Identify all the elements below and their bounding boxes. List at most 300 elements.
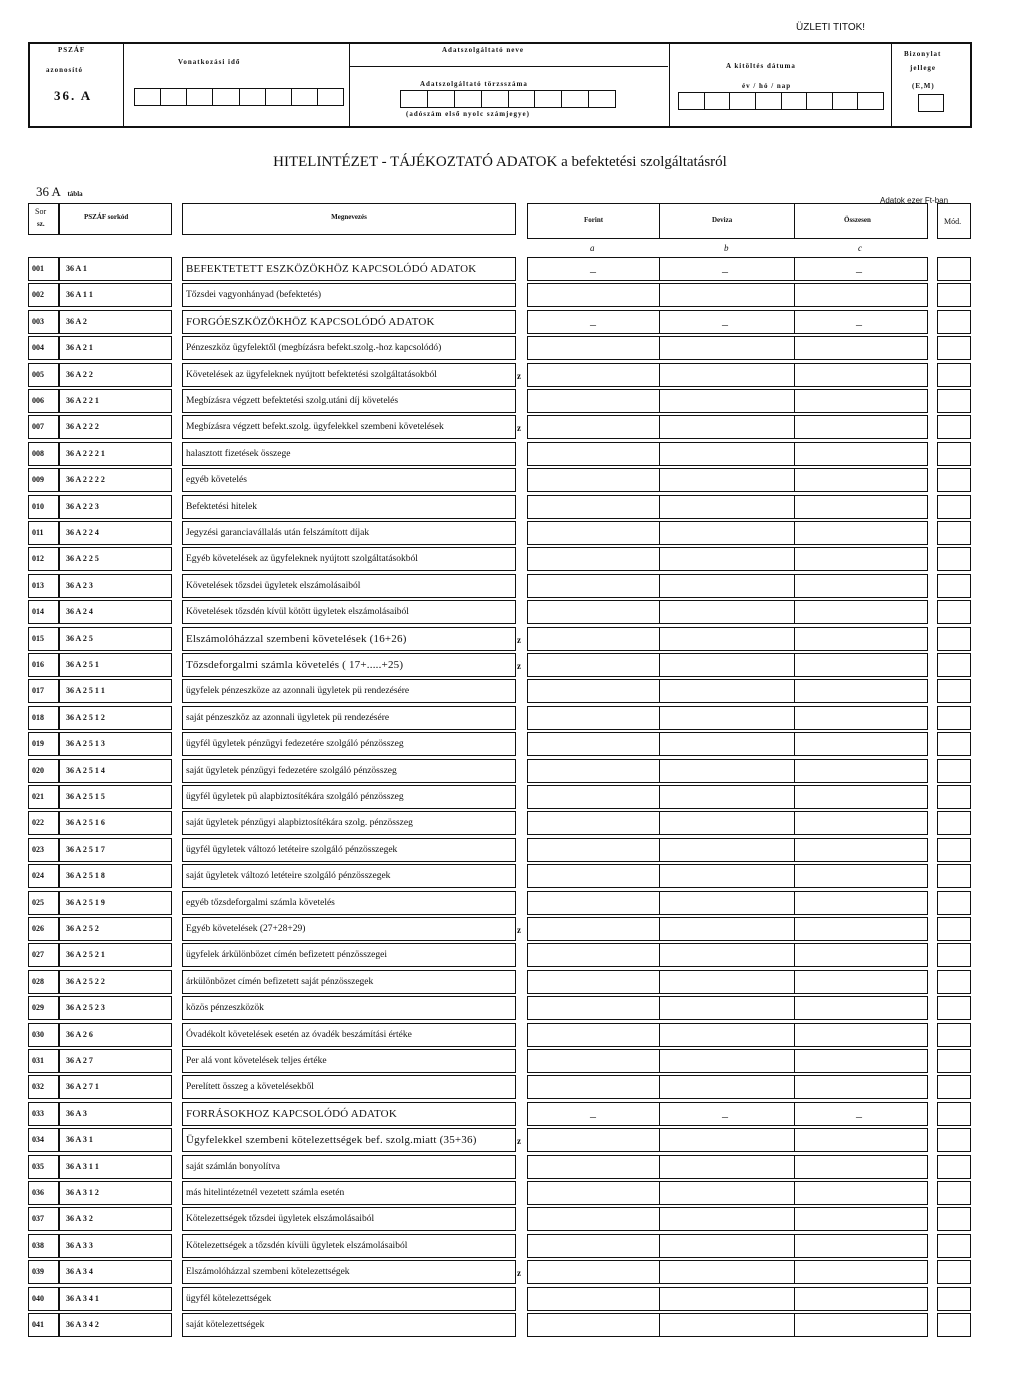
cell-deviza[interactable] — [659, 1075, 795, 1099]
cell-deviza[interactable] — [659, 732, 795, 756]
cell-forint[interactable] — [527, 1155, 660, 1179]
cell-mod[interactable] — [937, 574, 971, 598]
cell-deviza[interactable] — [659, 389, 795, 413]
cell-forint[interactable] — [527, 1260, 660, 1284]
cell-mod[interactable] — [937, 600, 971, 624]
table-row — [0, 466, 1030, 492]
cell-deviza[interactable] — [659, 547, 795, 571]
pszaf-label: PSZÁF — [58, 46, 86, 54]
cell-forint[interactable] — [527, 838, 660, 862]
cell-mod[interactable] — [937, 653, 971, 677]
cell-forint[interactable] — [527, 600, 660, 624]
row-description: Óvadékolt követelések esetén az óvadék beszámítási értéke — [182, 1023, 516, 1047]
col-letter-b: b — [724, 243, 729, 253]
table-row — [0, 889, 1030, 915]
cell-deviza[interactable] — [659, 468, 795, 492]
cell-osszesen[interactable] — [794, 1313, 928, 1337]
row-number: 007 — [28, 415, 59, 439]
row-description: Megbízásra végzett befektetési szolg.utáni díj követelés — [182, 389, 516, 413]
cell-mod[interactable] — [937, 732, 971, 756]
col-header-sor — [28, 203, 59, 235]
cell-osszesen[interactable] — [794, 1260, 928, 1284]
cell-deviza[interactable] — [659, 1128, 795, 1152]
cell-deviza[interactable] — [659, 336, 795, 360]
cell-osszesen[interactable] — [794, 1181, 928, 1205]
row-number: 020 — [28, 759, 59, 783]
cell-deviza[interactable] — [659, 574, 795, 598]
cell-deviza[interactable] — [659, 283, 795, 307]
table-row — [0, 308, 1030, 334]
row-code: 36 A 2 2 2 2 — [59, 468, 172, 492]
table-row — [0, 413, 1030, 439]
cell-forint[interactable] — [527, 627, 660, 651]
cell-forint[interactable] — [527, 336, 660, 360]
row-code: 36 A 3 — [59, 1102, 172, 1126]
cell-mod[interactable] — [937, 336, 971, 360]
cell-mod[interactable] — [937, 310, 971, 334]
cell-mod[interactable] — [937, 917, 971, 941]
row-description: ügyfelek pénzeszköze az azonnali ügyletek pü rendezésére — [182, 679, 516, 703]
cell-forint[interactable] — [527, 547, 660, 571]
cell-mod[interactable] — [937, 1260, 971, 1284]
cell-deviza[interactable] — [659, 1155, 795, 1179]
cell-forint[interactable] — [527, 706, 660, 730]
row-number: 004 — [28, 336, 59, 360]
cell-osszesen[interactable] — [794, 442, 928, 466]
cell-mod[interactable] — [937, 257, 971, 281]
row-description: Befektetési hitelek — [182, 495, 516, 519]
cell-forint[interactable] — [527, 1313, 660, 1337]
row-code: 36 A 2 6 — [59, 1023, 172, 1047]
col-header-osszesen: Összesen — [844, 216, 871, 224]
row-description: ügyfél ügyletek változó letéteire szolgáló pénzösszegek — [182, 838, 516, 862]
table-label-word: tábla — [67, 190, 83, 198]
row-description: Tőzsdei vagyonhányad (befektetés) — [182, 283, 516, 307]
cell-deviza[interactable] — [659, 1207, 795, 1231]
cell-osszesen[interactable] — [794, 1287, 928, 1311]
dash-osszesen: – — [856, 1108, 862, 1123]
cell-forint[interactable] — [527, 468, 660, 492]
row-code: 36 A 2 5 1 9 — [59, 891, 172, 915]
cell-deviza[interactable] — [659, 679, 795, 703]
row-code: 36 A 2 5 1 5 — [59, 785, 172, 809]
row-number: 001 — [28, 257, 59, 281]
cell-mod[interactable] — [937, 547, 971, 571]
row-number: 031 — [28, 1049, 59, 1073]
cell-forint[interactable] — [527, 996, 660, 1020]
cell-deviza[interactable] — [659, 943, 795, 967]
cell-mod[interactable] — [937, 943, 971, 967]
cell-forint[interactable] — [527, 442, 660, 466]
table-row — [0, 387, 1030, 413]
cell-deviza[interactable] — [659, 1023, 795, 1047]
cell-mod[interactable] — [937, 468, 971, 492]
cell-forint[interactable] — [527, 811, 660, 835]
col-letter-a: a — [590, 243, 595, 253]
row-number: 012 — [28, 547, 59, 571]
cell-deviza[interactable] — [659, 415, 795, 439]
row-code: 36 A 1 — [59, 257, 172, 281]
cell-deviza[interactable] — [659, 1260, 795, 1284]
cell-osszesen[interactable] — [794, 521, 928, 545]
cell-deviza[interactable] — [659, 759, 795, 783]
row-number: 002 — [28, 283, 59, 307]
cell-deviza[interactable] — [659, 996, 795, 1020]
row-code: 36 A 2 5 2 2 — [59, 970, 172, 994]
table-row — [0, 994, 1030, 1020]
pszaf-sublabel: azonosító — [46, 66, 83, 74]
cell-osszesen[interactable] — [794, 363, 928, 387]
cell-deviza[interactable] — [659, 838, 795, 862]
row-code: 36 A 2 2 2 1 — [59, 442, 172, 466]
cell-forint[interactable] — [527, 1128, 660, 1152]
cell-forint[interactable] — [527, 1287, 660, 1311]
cell-forint[interactable] — [527, 495, 660, 519]
cell-forint[interactable] — [527, 759, 660, 783]
cell-osszesen[interactable] — [794, 943, 928, 967]
row-description: saját számlán bonyolítva — [182, 1155, 516, 1179]
date-cells[interactable] — [678, 92, 884, 110]
cell-mod[interactable] — [937, 1313, 971, 1337]
row-code: 36 A 3 2 — [59, 1207, 172, 1231]
row-description: saját pénzeszköz az azonnali ügyletek pü rendezésére — [182, 706, 516, 730]
cell-mod[interactable] — [937, 389, 971, 413]
table-row — [0, 915, 1030, 941]
cell-forint[interactable] — [527, 1049, 660, 1073]
table-label — [36, 184, 83, 200]
cell-mod[interactable] — [937, 864, 971, 888]
cell-osszesen[interactable] — [794, 495, 928, 519]
col-header-code — [59, 203, 172, 235]
cell-mod[interactable] — [937, 1234, 971, 1258]
cell-forint[interactable] — [527, 917, 660, 941]
row-number: 026 — [28, 917, 59, 941]
cell-forint[interactable] — [527, 415, 660, 439]
cell-forint[interactable] — [527, 1234, 660, 1258]
table-row — [0, 334, 1030, 360]
cell-forint[interactable] — [527, 283, 660, 307]
col-header-sor-1: Sor — [35, 207, 47, 216]
row-description: Tőzsdeforgalmi számla követelés ( 17+.....+25) — [182, 653, 516, 677]
col-header-code-text: PSZÁF sorkód — [84, 213, 129, 221]
row-code: 36 A 3 4 1 — [59, 1287, 172, 1311]
row-number: 016 — [28, 653, 59, 677]
cell-osszesen[interactable] — [794, 864, 928, 888]
row-z-mark: z — [517, 634, 521, 645]
table-row — [0, 255, 1030, 281]
table-row — [0, 598, 1030, 624]
cell-mod[interactable] — [937, 811, 971, 835]
cell-forint[interactable] — [527, 679, 660, 703]
row-number: 025 — [28, 891, 59, 915]
cell-osszesen[interactable] — [794, 785, 928, 809]
table-row — [0, 677, 1030, 703]
cell-forint[interactable] — [527, 970, 660, 994]
cell-mod[interactable] — [937, 521, 971, 545]
col-divider-2 — [794, 204, 795, 238]
cell-osszesen[interactable] — [794, 1207, 928, 1231]
row-code: 36 A 2 2 2 — [59, 415, 172, 439]
cell-osszesen[interactable] — [794, 917, 928, 941]
row-number: 006 — [28, 389, 59, 413]
cell-mod[interactable] — [937, 891, 971, 915]
cell-mod[interactable] — [937, 970, 971, 994]
table-row — [0, 783, 1030, 809]
cell-forint[interactable] — [527, 574, 660, 598]
row-description: ügyfél ügyletek pénzügyi fedezetére szolgáló pénzösszeg — [182, 732, 516, 756]
cell-deviza[interactable] — [659, 363, 795, 387]
row-number: 003 — [28, 310, 59, 334]
row-description: Követelések tőzsdei ügyletek elszámolásaiból — [182, 574, 516, 598]
cell-deviza[interactable] — [659, 1181, 795, 1205]
doc-type-label: Bizonylat — [904, 50, 942, 58]
cell-forint[interactable] — [527, 389, 660, 413]
table-row — [0, 941, 1030, 967]
row-code: 36 A 3 3 — [59, 1234, 172, 1258]
table-row — [0, 1100, 1030, 1126]
cell-deviza[interactable] — [659, 1234, 795, 1258]
row-number: 013 — [28, 574, 59, 598]
row-description: egyéb tőzsdeforgalmi számla követelés — [182, 891, 516, 915]
cell-forint[interactable] — [527, 1207, 660, 1231]
cell-mod[interactable] — [937, 1155, 971, 1179]
row-description: saját ügyletek pénzügyi alapbiztosítékára szolg. pénzösszeg — [182, 811, 516, 835]
row-z-mark: z — [517, 925, 521, 935]
row-code: 36 A 2 5 1 6 — [59, 811, 172, 835]
cell-forint[interactable] — [527, 943, 660, 967]
cell-osszesen[interactable] — [794, 732, 928, 756]
cell-osszesen[interactable] — [794, 811, 928, 835]
row-description: Jegyzési garanciavállalás után felszámított díjak — [182, 521, 516, 545]
row-number: 039 — [28, 1260, 59, 1284]
row-code: 36 A 2 7 — [59, 1049, 172, 1073]
row-code: 36 A 3 1 2 — [59, 1181, 172, 1205]
cell-deviza[interactable] — [659, 864, 795, 888]
pszaf-code: 36. A — [54, 88, 93, 103]
cell-forint[interactable] — [527, 891, 660, 915]
cell-osszesen[interactable] — [794, 679, 928, 703]
row-number: 034 — [28, 1128, 59, 1152]
table-row — [0, 1205, 1030, 1231]
cell-forint[interactable] — [527, 732, 660, 756]
cell-forint[interactable] — [527, 1075, 660, 1099]
doc-type-options: (E,M) — [912, 82, 935, 90]
row-code: 36 A 2 2 — [59, 363, 172, 387]
cell-forint[interactable] — [527, 653, 660, 677]
cell-forint[interactable] — [527, 1023, 660, 1047]
table-row — [0, 1047, 1030, 1073]
cell-deviza[interactable] — [659, 627, 795, 651]
row-number: 038 — [28, 1234, 59, 1258]
cell-deviza[interactable] — [659, 706, 795, 730]
table-row — [0, 440, 1030, 466]
row-number: 030 — [28, 1023, 59, 1047]
cell-mod[interactable] — [937, 706, 971, 730]
cell-osszesen[interactable] — [794, 627, 928, 651]
col-header-mod — [937, 203, 971, 239]
doc-type-sublabel: jellege — [910, 64, 937, 72]
date-label: A kitöltés dátuma — [726, 62, 796, 70]
row-number: 024 — [28, 864, 59, 888]
cell-mod[interactable] — [937, 1287, 971, 1311]
col-header-name-text: Megnevezés — [331, 213, 367, 221]
provider-divider — [350, 66, 668, 67]
provider-reg-cells[interactable] — [400, 90, 616, 108]
table-row — [0, 1179, 1030, 1205]
cell-osszesen[interactable] — [794, 574, 928, 598]
table-row — [0, 572, 1030, 598]
cell-deviza[interactable] — [659, 891, 795, 915]
pszaf-id-box — [28, 42, 124, 128]
cell-deviza[interactable] — [659, 811, 795, 835]
row-number: 022 — [28, 811, 59, 835]
cell-deviza[interactable] — [659, 970, 795, 994]
row-code: 36 A 2 5 2 3 — [59, 996, 172, 1020]
cell-osszesen[interactable] — [794, 1075, 928, 1099]
table-row — [0, 1021, 1030, 1047]
cell-osszesen[interactable] — [794, 468, 928, 492]
cell-osszesen[interactable] — [794, 706, 928, 730]
cell-mod[interactable] — [937, 442, 971, 466]
cell-forint[interactable] — [527, 363, 660, 387]
cell-mod[interactable] — [937, 1075, 971, 1099]
table-row — [0, 519, 1030, 545]
cell-mod[interactable] — [937, 495, 971, 519]
row-code: 36 A 2 5 1 1 — [59, 679, 172, 703]
confidential-mark: ÜZLETI TITOK! — [796, 22, 866, 33]
row-description: BEFEKTETETT ESZKÖZÖKHÖZ KAPCSOLÓDÓ ADATOK — [182, 257, 516, 281]
row-code: 36 A 3 1 1 — [59, 1155, 172, 1179]
cell-deviza[interactable] — [659, 1287, 795, 1311]
cell-osszesen[interactable] — [794, 1049, 928, 1073]
row-number: 036 — [28, 1181, 59, 1205]
cell-forint[interactable] — [527, 864, 660, 888]
cell-deviza[interactable] — [659, 917, 795, 941]
cell-mod[interactable] — [937, 1049, 971, 1073]
row-code: 36 A 1 1 — [59, 283, 172, 307]
cell-deviza[interactable] — [659, 495, 795, 519]
cell-mod[interactable] — [937, 1128, 971, 1152]
row-number: 023 — [28, 838, 59, 862]
cell-osszesen[interactable] — [794, 547, 928, 571]
row-number: 032 — [28, 1075, 59, 1099]
row-code: 36 A 2 5 1 2 — [59, 706, 172, 730]
cell-mod[interactable] — [937, 1102, 971, 1126]
cell-deviza[interactable] — [659, 653, 795, 677]
cell-mod[interactable] — [937, 627, 971, 651]
cell-mod[interactable] — [937, 996, 971, 1020]
row-number: 015 — [28, 627, 59, 651]
row-number: 028 — [28, 970, 59, 994]
period-cells[interactable] — [134, 88, 344, 106]
date-box — [670, 42, 892, 128]
cell-osszesen[interactable] — [794, 759, 928, 783]
row-description: saját ügyletek pénzügyi fedezetére szolgáló pénzösszeg — [182, 759, 516, 783]
cell-deviza[interactable] — [659, 1049, 795, 1073]
cell-mod[interactable] — [937, 679, 971, 703]
row-number: 009 — [28, 468, 59, 492]
cell-forint[interactable] — [527, 785, 660, 809]
cell-osszesen[interactable] — [794, 996, 928, 1020]
dash-deviza: – — [722, 264, 728, 278]
cell-mod[interactable] — [937, 283, 971, 307]
cell-osszesen[interactable] — [794, 653, 928, 677]
cell-deviza[interactable] — [659, 442, 795, 466]
row-description: más hitelintézetnél vezetett számla esetén — [182, 1181, 516, 1205]
table-row — [0, 1073, 1030, 1099]
cell-mod[interactable] — [937, 759, 971, 783]
period-label: Vonatkozási idő — [178, 58, 241, 66]
cell-mod[interactable] — [937, 415, 971, 439]
row-code: 36 A 2 5 — [59, 627, 172, 651]
row-description: Kötelezettségek a tőzsdén kívüli ügyletek elszámolásaiból — [182, 1234, 516, 1258]
cell-osszesen[interactable] — [794, 336, 928, 360]
cell-osszesen[interactable] — [794, 970, 928, 994]
row-description: ügyfelek árkülönbözet címén befizetett pénzösszegei — [182, 943, 516, 967]
cell-deviza[interactable] — [659, 785, 795, 809]
dash-deviza: – — [722, 316, 728, 331]
cell-osszesen[interactable] — [794, 1023, 928, 1047]
doc-type-cell[interactable] — [918, 94, 944, 112]
row-description: Perelített összeg a követelésekből — [182, 1075, 516, 1099]
table-row — [0, 545, 1030, 571]
cell-osszesen[interactable] — [794, 283, 928, 307]
cell-deviza[interactable] — [659, 600, 795, 624]
col-header-deviza: Deviza — [712, 216, 733, 224]
row-number: 011 — [28, 521, 59, 545]
row-description: Elszámolóházzal szembeni kötelezettségek — [182, 1260, 516, 1284]
row-number: 005 — [28, 363, 59, 387]
row-description: Egyéb követelések az ügyfeleknek nyújtott szolgáltatásokból — [182, 547, 516, 571]
cell-forint[interactable] — [527, 521, 660, 545]
dash-forint: – — [590, 264, 596, 278]
cell-forint[interactable] — [527, 1181, 660, 1205]
row-code: 36 A 2 — [59, 310, 172, 334]
cell-osszesen[interactable] — [794, 1128, 928, 1152]
cell-mod[interactable] — [937, 838, 971, 862]
cell-mod[interactable] — [937, 1023, 971, 1047]
cell-osszesen[interactable] — [794, 1155, 928, 1179]
row-description: Követelések tőzsdén kívül kötött ügyletek elszámolásaiból — [182, 600, 516, 624]
row-z-mark: z — [517, 370, 521, 381]
table-row — [0, 1311, 1030, 1337]
cell-mod[interactable] — [937, 1181, 971, 1205]
cell-osszesen[interactable] — [794, 891, 928, 915]
table-row — [0, 651, 1030, 677]
row-code: 36 A 2 2 5 — [59, 547, 172, 571]
cell-mod[interactable] — [937, 1207, 971, 1231]
provider-reg-label: Adatszolgáltató törzsszáma — [420, 80, 528, 88]
cell-osszesen[interactable] — [794, 389, 928, 413]
row-description: ügyfél kötelezettségek — [182, 1287, 516, 1311]
table-row — [0, 1232, 1030, 1258]
cell-mod[interactable] — [937, 363, 971, 387]
cell-deviza[interactable] — [659, 521, 795, 545]
row-description: Ügyfelekkel szembeni kötelezettségek bef. szolg.miatt (35+36) — [182, 1128, 516, 1152]
cell-deviza[interactable] — [659, 1313, 795, 1337]
cell-osszesen[interactable] — [794, 415, 928, 439]
row-z-mark: z — [517, 1268, 521, 1279]
row-number: 040 — [28, 1287, 59, 1311]
row-code: 36 A 2 5 2 1 — [59, 943, 172, 967]
dash-forint: – — [590, 316, 596, 331]
cell-osszesen[interactable] — [794, 600, 928, 624]
row-description: FORGÓESZKÖZÖKHÖZ KAPCSOLÓDÓ ADATOK — [182, 310, 516, 334]
cell-osszesen[interactable] — [794, 838, 928, 862]
cell-mod[interactable] — [937, 785, 971, 809]
cell-osszesen[interactable] — [794, 1234, 928, 1258]
col-header-sor-2: sz. — [37, 220, 45, 228]
